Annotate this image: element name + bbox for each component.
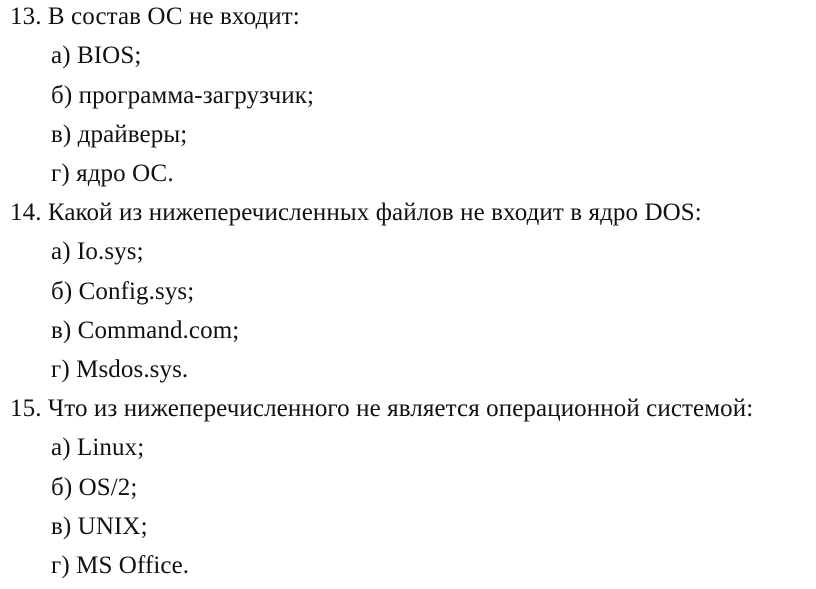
- answer-15-a: а) Linux;: [51, 434, 145, 461]
- answer-14-b: б) Config.sys;: [51, 278, 195, 305]
- answer-15-d: г) MS Office.: [51, 552, 190, 579]
- answer-14-a: а) Io.sys;: [51, 238, 144, 265]
- question-14: 14. Какой из нижеперечисленных файлов не входит в ядро DOS:: [10, 199, 702, 226]
- answer-14-d: г) Msdos.sys.: [51, 356, 189, 383]
- answer-13-a: а) BIOS;: [51, 42, 142, 69]
- question-15: 15. Что из нижеперечисленного не является операционной системой:: [10, 395, 754, 422]
- question-13: 13. В состав ОС не входит:: [10, 3, 300, 30]
- answer-14-c: в) Command.com;: [51, 317, 240, 344]
- answer-15-b: б) OS/2;: [51, 474, 138, 501]
- answer-13-d: г) ядро ОС.: [51, 160, 174, 187]
- answer-15-c: в) UNIX;: [51, 513, 148, 540]
- answer-13-c: в) драйверы;: [51, 121, 188, 148]
- answer-13-b: б) программа-загрузчик;: [51, 82, 315, 109]
